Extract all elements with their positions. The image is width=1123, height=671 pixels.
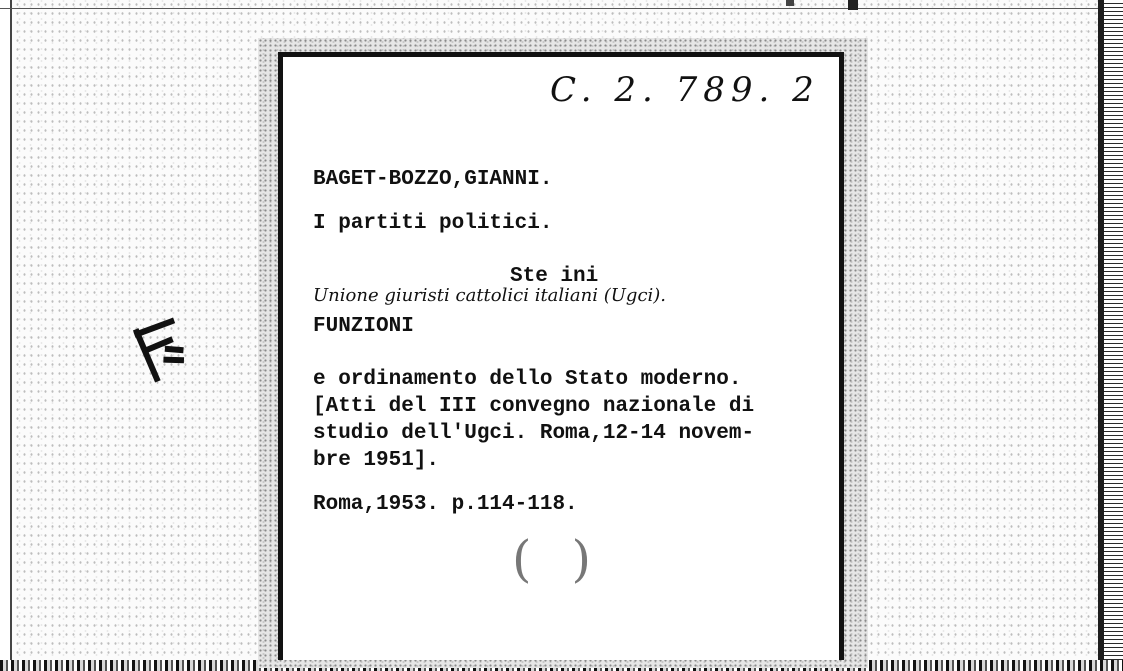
title-line: I partiti politici. [313,212,553,235]
scan-top-edge [0,8,1100,9]
body-line: e ordinamento dello Stato moderno. [313,368,742,391]
heading-line: FUNZIONI [313,315,414,338]
body-line: [Atti del III convegno nazionale di [313,395,755,418]
shelfmark: C. 2. 789. 2 [550,70,820,110]
scan-right-edge-texture [1104,0,1123,671]
body-line: bre 1951]. [313,449,440,472]
author-line: BAGET-BOZZO,GIANNI. [313,168,553,191]
scan-top-notch [848,0,858,10]
scan-left-edge [0,0,12,671]
faint-parenthesis-mark: () [512,530,632,588]
handwritten-note: Unione giuristi cattolici italiani (Ugci). [313,285,667,306]
body-line: studio dell'Ugci. Roma,12-14 novem- [313,422,755,445]
source-label: Ste ini [510,265,599,288]
imprint-line: Roma,1953. p.114-118. [313,493,578,516]
scan-top-notch-small [786,0,794,6]
